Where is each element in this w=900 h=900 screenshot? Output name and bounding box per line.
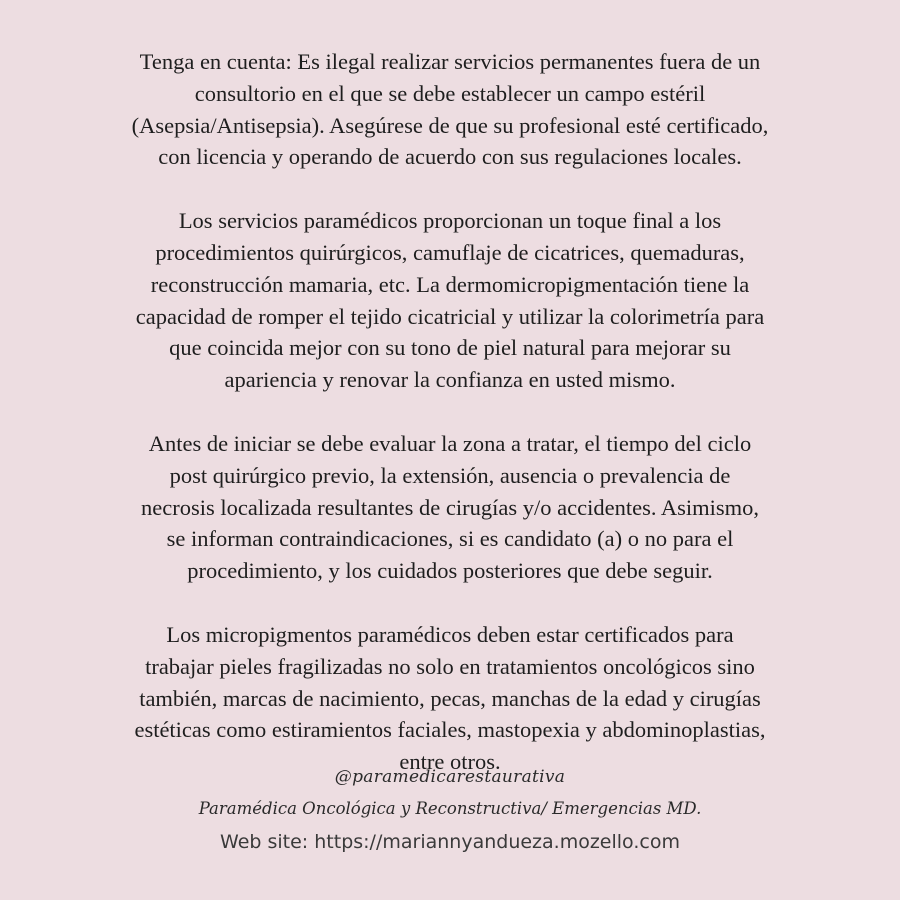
paragraph-line: trabajar pieles fragilizadas no solo en tratamientos oncológicos sino (145, 653, 755, 679)
paragraph-evaluation (0, 428, 900, 587)
paragraph-micropigments (0, 619, 900, 778)
paragraph-line: capacidad de romper el tejido cicatricial y utilizar la colorimetría para (135, 303, 765, 329)
paragraph-line: Antes de iniciar se debe evaluar la zona a tratar, el tiempo del ciclo (148, 430, 752, 456)
website-link[interactable]: Web site: https://mariannyandueza.mozello.com (220, 831, 680, 853)
paragraph-line: Los micropigmentos paramédicos deben estar certificados para (166, 621, 734, 647)
paragraph-line: Tenga en cuenta: Es ilegal realizar servicios permanentes fuera de un (139, 49, 761, 74)
paragraph-line: consultorio en el que se debe establecer un campo estéril (194, 80, 706, 106)
paragraph-line: estéticas como estiramientos faciales, mastopexia y abdominoplastias, (134, 717, 766, 743)
paragraph-line: (Asepsia/Antisepsia). Asegúrese de que su profesional esté certificado, (131, 112, 769, 138)
paragraph-services (0, 205, 900, 396)
social-handle: @paramedicarestaurativa (334, 767, 566, 787)
paragraph-line: apariencia y renovar la confianza en usted mismo. (224, 367, 676, 393)
paragraph-disclaimer (0, 46, 900, 173)
paragraph-line: procedimientos quirúrgicos, camuflaje de cicatrices, quemaduras, (155, 239, 745, 265)
paragraph-line: se informan contraindicaciones, si es candidato (a) o no para el (166, 526, 734, 552)
paragraph-line: que coincida mejor con su tono de piel natural para mejorar su (169, 335, 731, 361)
paragraph-line: también, marcas de nacimiento, pecas, manchas de la edad y cirugías (139, 685, 761, 711)
paragraph-line: necrosis localizada resultantes de cirugías y/o accidentes. Asimismo, (141, 494, 759, 520)
paragraph-line: con licencia y operando de acuerdo con sus regulaciones locales. (158, 144, 742, 170)
paragraph-spacer (0, 396, 900, 428)
paragraph-line: procedimiento, y los cuidados posteriores que debe seguir. (187, 558, 713, 584)
paragraph-line: Los servicios paramédicos proporcionan un toque final a los (178, 208, 722, 234)
paragraph-spacer (0, 587, 900, 619)
organization-name: Paramédica Oncológica y Reconstructiva/ Emergencias MD. (198, 799, 702, 818)
paragraph-line: entre otros. (399, 749, 501, 775)
paragraph-line: reconstrucción mamaria, etc. La dermomicropigmentación tiene la (150, 271, 750, 297)
notice-body (0, 46, 900, 778)
paragraph-line: post quirúrgico previo, la extensión, ausencia o prevalencia de (169, 462, 731, 488)
paragraph-spacer (0, 173, 900, 205)
